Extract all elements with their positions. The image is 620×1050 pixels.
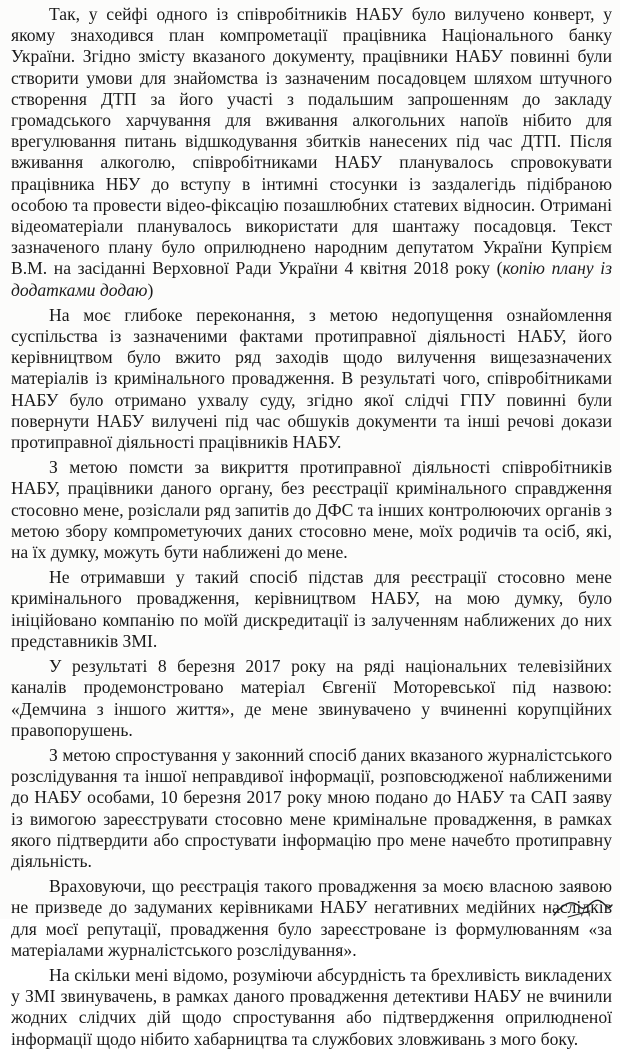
- paragraph-7: Враховуючи, що реєстрація такого провадження за моєю власною заявою не призведе до задуманих керівниками НАБУ негативних медійних наслідків для моєї репутації, провадження було зареєстроване із формулюванням «за матеріалами журналістського розслідування».: [11, 876, 612, 960]
- handwritten-signature: [550, 891, 614, 919]
- paragraph-6: З метою спростування у законний спосіб даних вказаного журналістського розслідування та іншої неправдивої інформації, розповсюдженої наближеними до НАБУ особами, 10 березня 2017 року мною подано до НАБУ та САП заяву із вимогою зареєструвати стосовно мене кримінальне провадження, в рамках якого підтвердити або спростувати інформацію про мене начебто протиправну діяльність.: [11, 744, 612, 871]
- paragraph-1-tail: ): [147, 279, 154, 300]
- paragraph-5: У результаті 8 березня 2017 року на ряді національних телевізійних каналів продемонстровано матеріал Євгенії Моторевської під назвою: «Демчина з іншого життя», де мене звинувачено у вчиненні корупційних правопорушень.: [11, 656, 612, 740]
- paragraph-1-text: Так, у сейфі одного із співробітників НАБУ було вилучено конверт, у якому знаходився план компрометації працівника Національного банку України. Згідно змісту вказаного документу, працівники НАБУ повинні були створити умови для знайомства із зазначеним посадовцем шляхом штучного створення ДТП за його участі з подальшим запрошенням до закладу громадського харчування для вживання алкогольних напоїв нібито для врегулювання питань відшкодування збитків нанесених під час ДТП. Після вживання алкоголю, співробітниками НАБУ планувалось спровокувати працівника НБУ до вступу в інтимні стосунки із заздалегідь підібраною особою та провести відео-фіксацію позашлюбних статевих відносин. Отримані відеоматеріали планувалось використати для шантажу посадовця. Текст зазначеного плану було оприлюднено народним депутатом України Купрієм В.М. на засіданні Верховної Ради України 4 квітня 2018 року (: [11, 4, 612, 279]
- paragraph-1-italic-note: копію плану із додатками додаю: [11, 258, 612, 300]
- paragraph-1: [11, 4, 612, 301]
- paragraph-8: На скільки мені відомо, розуміючи абсурдність та брехливість викладених у ЗМІ звинувачень, в рамках даного провадження детективи НАБУ не вчинили жодних слідчих дій щодо спростування або підтвердження оприлюдненої інформації щодо нібито хабарництва та службових зловживань з мого боку.: [11, 964, 612, 1049]
- paragraph-2: На моє глибоке переконання, з метою недопущення ознайомлення суспільства із зазначеними фактами протиправної діяльності НАБУ, його керівництвом було вжито ряд заходів щодо вилучення вищезазначених матеріалів із кримінального провадження. В результаті чого, співробітниками НАБУ було отримано ухвалу суду, згідно якої слідчі ГПУ повинні були повернути НАБУ вилучені під час обшуків документи та інші речові докази протиправної діяльності працівників НАБУ.: [11, 304, 612, 453]
- paragraph-3: З метою помсти за викриття протиправної діяльності співробітників НАБУ, працівники даного органу, без реєстрації кримінального справдження стосовно мене, розіслали ряд запитів до ДФС та інших контролюючих органів з метою збору компрометуючих даних стосовно мене, моїх родичів та осіб, які, на їх думку, можуть бути наближені до мене.: [11, 457, 612, 563]
- paragraph-4: Не отримавши у такий спосіб підстав для реєстрації стосовно мене кримінального провадження, керівництвом НАБУ, на мою думку, було ініційовано компанію по моїй дискредитації із залученням наближених до них представників ЗМІ.: [11, 567, 612, 651]
